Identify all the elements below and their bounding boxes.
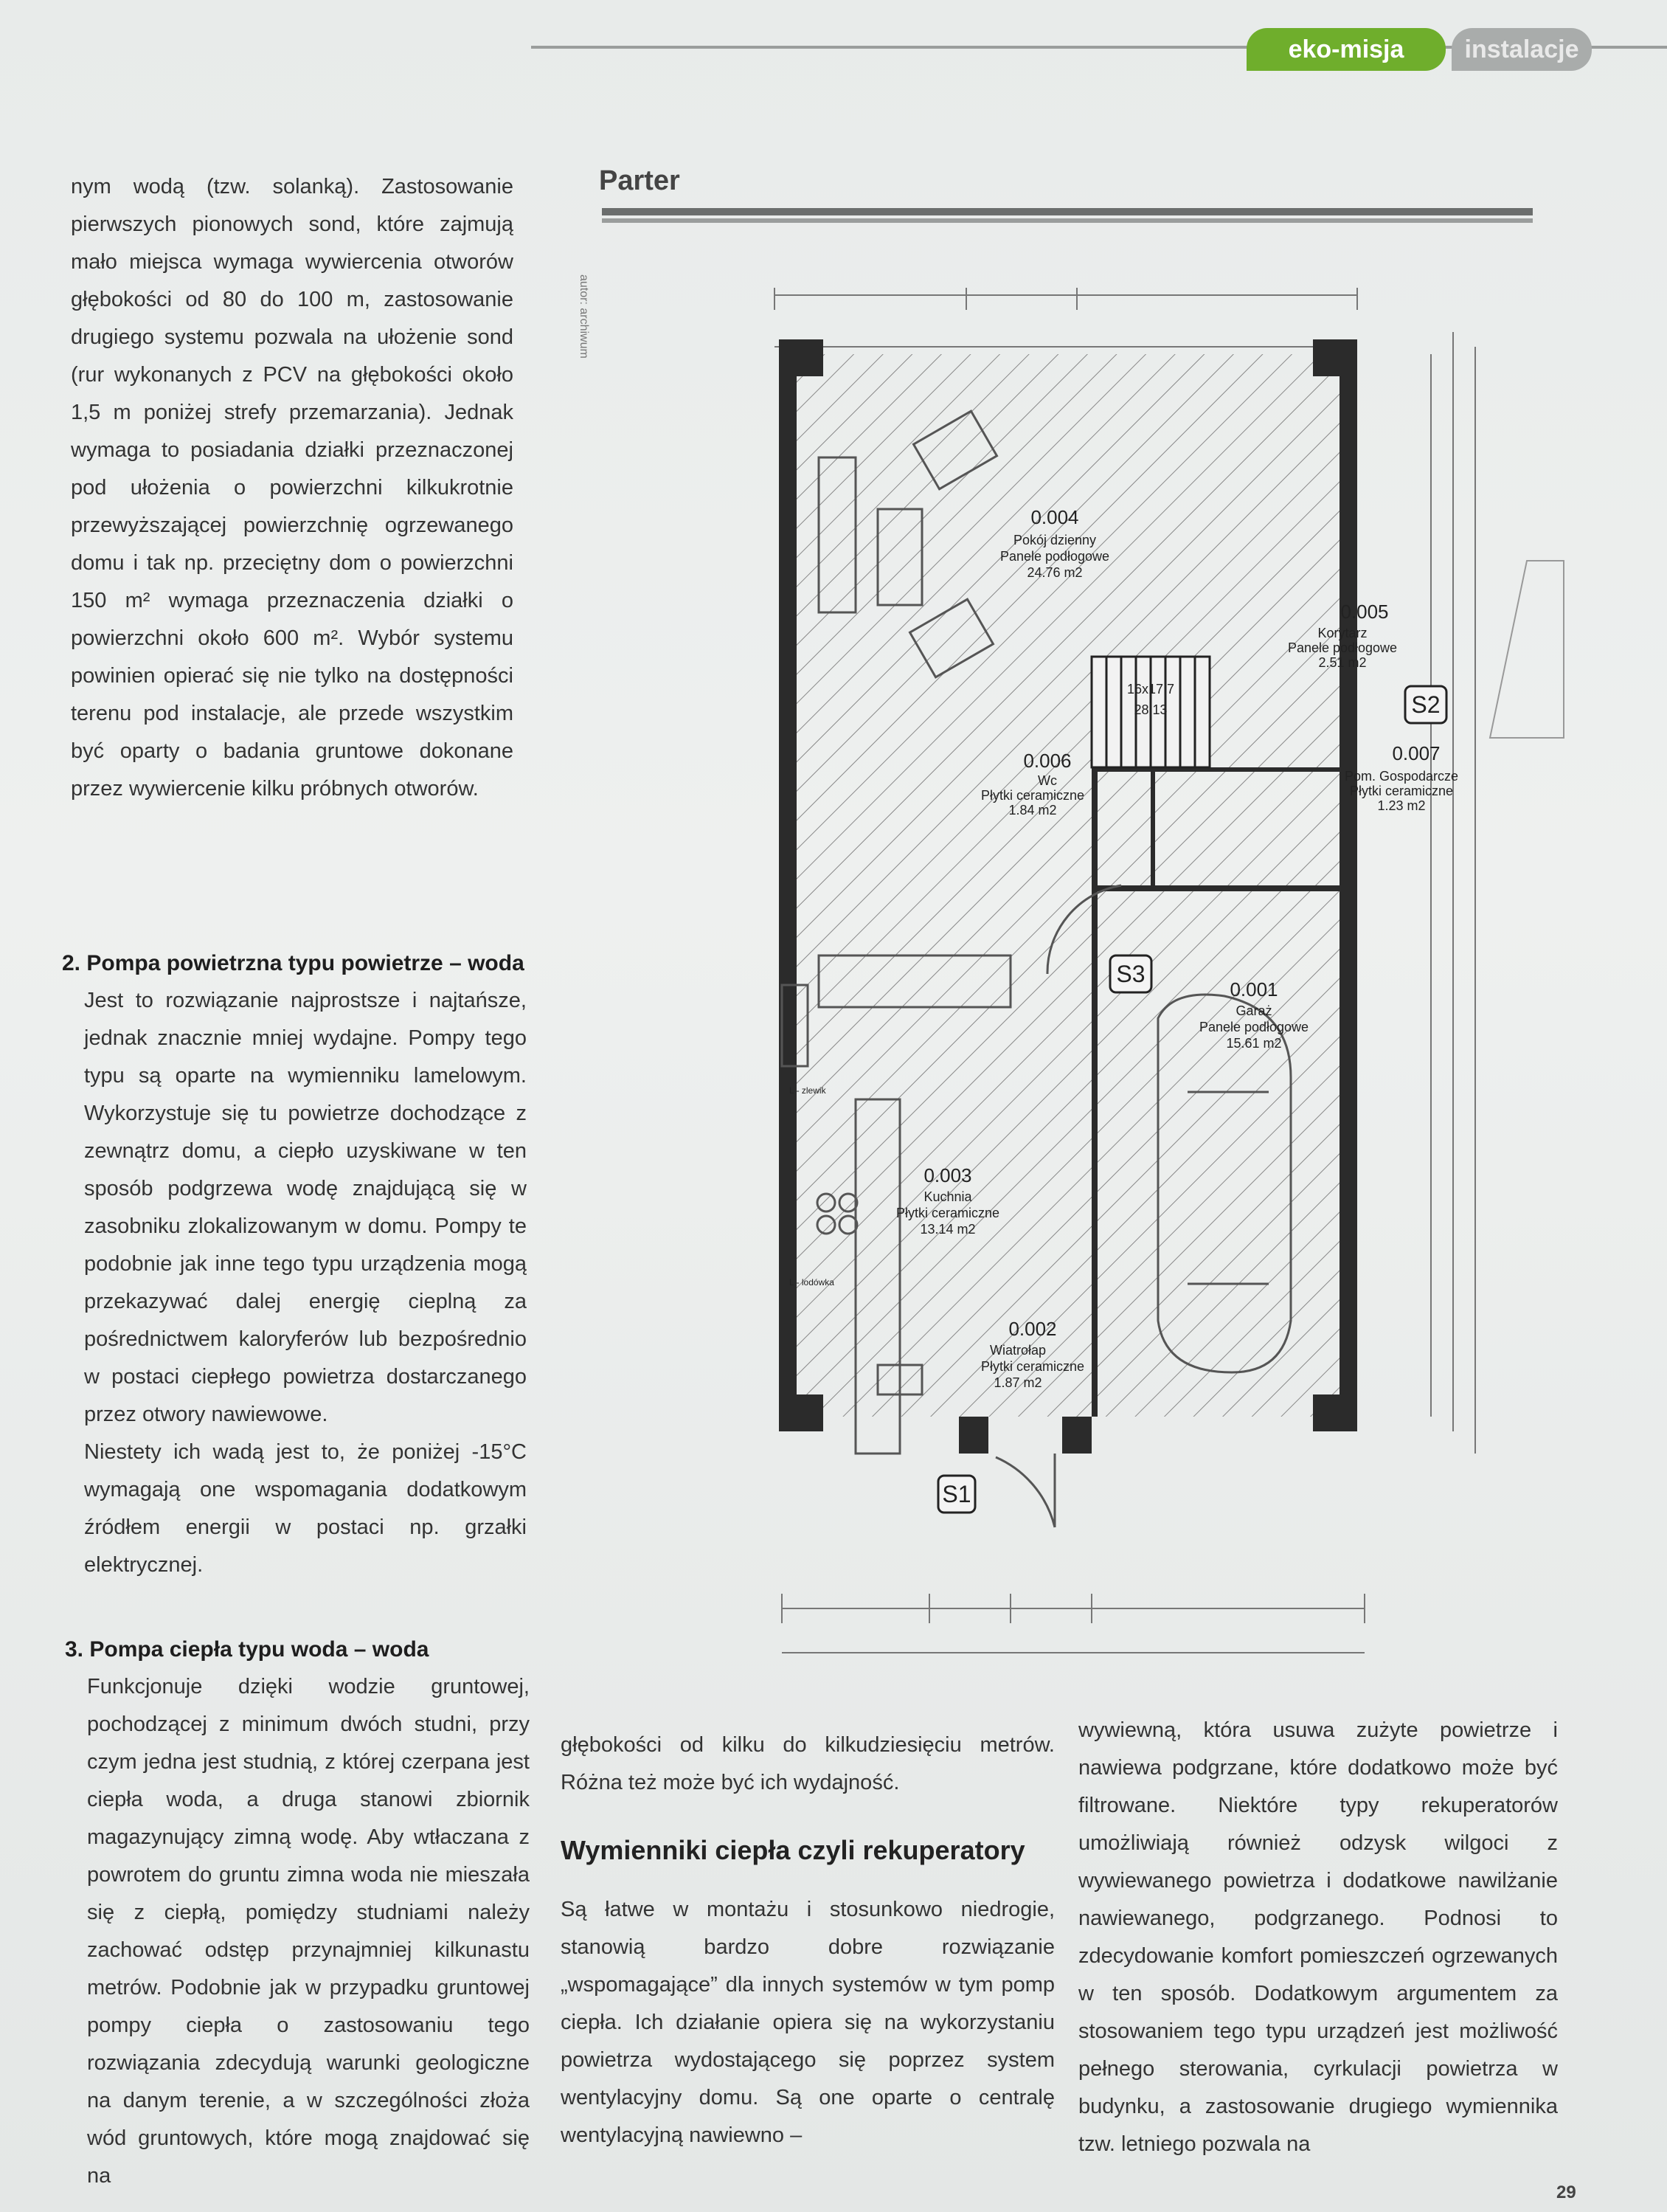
marker-s2: S2 [1411, 691, 1441, 718]
plan-title-rule-thin [602, 218, 1533, 223]
room-0.003-finish: Płytki ceramiczne [895, 1206, 1000, 1220]
room-0.002-finish: Płytki ceramiczne [980, 1359, 1085, 1374]
paragraph: głębokości od kilku do kilkudziesięciu metrów. Różna też może być ich wydajność. [561, 1733, 1055, 1794]
room-0.004-finish: Panele podłogowe [999, 549, 1110, 564]
room-0.007-area: 1.23 m2 [1377, 798, 1426, 813]
paragraph: Są łatwe w montażu i stosunkowo niedrogie, stanowią bardzo dobre rozwiązanie „wspomagające” dla innych systemów w tym pomp ciepła. Ich działanie opiera się na wykorzystaniu powietrza wydostającego się poprzez system wentylacyjny domu. Są one oparte o centralę wentylacyjną nawiewno – [561, 1898, 1055, 2147]
paragraph: Funkcjonuje dzięki wodzie gruntowej, pochodzącej z minimum dwóch studni, przy czym jedna jest studnią, z której czerpana jest ciepła woda, a druga stanowi zbiornik magazynujący zimną wodę. Aby wtłaczana z powrotem do gruntu zimna woda nie mieszała się z ciepłą, pomiędzy studniami należy zachować odstęp przynajmniej kilkunastu metrów. Podobnie jak w przypadku gruntowej pompy ciepła o zastosowaniu tego rozwiązania zdecydują warunki geologiczne na danym terenie, a w szczególności złoża wód gruntowych, które mogą znajdować się na [87, 1675, 530, 2188]
room-0.004-name: Pokój dzienny [1013, 533, 1097, 547]
image-credit: autor: archiwum [578, 274, 590, 359]
room-0.001-finish: Panele podłogowe [1199, 1020, 1309, 1034]
marker-s3: S3 [1116, 961, 1146, 987]
heading-recuperators: Wymienniki ciepła czyli rekuperatory [561, 1835, 1025, 1865]
room-0.006-name: Wc [1038, 773, 1057, 788]
room-0.002-area: 1.87 m2 [994, 1375, 1042, 1390]
room-0.002-name: Wiatrołap [989, 1343, 1047, 1358]
room-0.007-name: Pom. Gospodarcze [1344, 769, 1459, 784]
paragraph: nym wodą (tzw. solanką). Zastosowanie pierwszych pionowych sond, które zajmują mało miejsca wymaga wywiercenia otworów głębokości od 80 do 100 m, zastosowanie drugiego systemu pozwala na ułożenie sond (rur wykonanych z PCV na głębokości około 1,5 m poniżej strefy przemarzania). Jednak wymaga to posiadania działki przeznaczonej pod ułożenia o powierzchni kilkukrotnie przewyższającej powierzchnię ogrzewanego domu i tak np. przeciętny dom o powierzchni 150 m² wymaga przeznaczenia działki o powierzchni około 600 m². Wybór systemu powinien opierać się nie tylko na dostępności terenu pod instalacje, ale przede wszystkim być oparty o badania gruntowe dokonane przez wywiercenie kilku próbnych otworów. [71, 175, 513, 801]
plan-title: Parter [599, 165, 680, 196]
heading-air-water: 2. Pompa powietrzna typu powietrze – woda [62, 951, 524, 975]
paragraph: Niestety ich wadą jest to, że poniżej -15°C wymagają one wspomagania dodatkowym źródłem energii w postaci np. grzałki elektrycznej. [84, 1440, 527, 1577]
room-0.003-name: Kuchnia [923, 1189, 972, 1204]
page-number: 29 [1556, 2182, 1576, 2202]
room-0.006-area: 1.84 m2 [1008, 803, 1057, 818]
paragraph: wywiewną, która usuwa zużyte powietrze i nawiewa podgrzane, które dodatkowo może być filtrowane. Niektóre typy rekuperatorów umożliwiają również odzysk wilgoci z wywiewanego powietrza i dodatkowe nawilżanie nawiewanego, podgrzanego. Podnosi to zdecydowanie komfort pomieszczeń ogrzewanych w ten sposób. Dodatkowym argumentem za stosowaniem tego typu urządzeń jest możliwość pełnego sterowania, cyrkulacji powietrza w budynku, a zastosowanie drugiego wymiennika tzw. letniego pozwala na [1078, 1718, 1558, 2156]
room-0.007-id: 0.007 [1392, 742, 1441, 764]
section-tag[interactable]: eko-misja [1247, 28, 1446, 71]
room-0.003-id: 0.003 [923, 1164, 972, 1186]
right-column [1078, 1712, 1558, 2163]
room-0.004-area: 24.76 m2 [1027, 565, 1083, 580]
stairs-label: 16x17,7 [1126, 682, 1175, 697]
left-column-top [71, 168, 513, 808]
room-0.004-id: 0.004 [1030, 506, 1079, 528]
room-0.005-name: Korytarz [1317, 626, 1368, 640]
room-0.001-id: 0.001 [1230, 978, 1278, 1000]
room-0.007-finish: Płytki ceramiczne [1349, 784, 1454, 798]
left-column-bottom [65, 1631, 530, 2195]
left-column-middle [62, 944, 527, 1584]
room-0.003-area: 13.14 m2 [920, 1222, 976, 1237]
plan-title-rule [602, 208, 1533, 215]
room-0.006-finish: Płytki ceramiczne [980, 788, 1085, 803]
marker-s1: S1 [942, 1481, 971, 1507]
kitchen-label-sink: L - zlewik [789, 1085, 826, 1096]
heading-water-water: 3. Pompa ciepła typu woda – woda [65, 1637, 429, 1662]
room-0.005-area: 2.51 m2 [1318, 655, 1367, 670]
room-0.001-area: 15.61 m2 [1226, 1036, 1282, 1051]
room-0.001-name: Garaż [1235, 1003, 1272, 1018]
room-0.005-finish: Panele podłogowe [1287, 640, 1398, 655]
room-0.006-id: 0.006 [1023, 750, 1072, 772]
kitchen-label-fridge: L - lodówka [789, 1277, 834, 1288]
room-0.002-id: 0.002 [1008, 1318, 1057, 1340]
paragraph: Jest to rozwiązanie najprostsze i najtańsze, jednak znacznie mniej wydajne. Pompy tego typu są oparte na wymienniku lamelowym. Wykorzystuje się tu powietrze dochodzące z zewnątrz domu, a ciepło uzyskiwane w ten sposób podgrzewa wodę znajdującą się w zasobniku zlokalizowanym w domu. Pompy te podobnie jak inne tego typu urządzenia mogą przekazywać dalej energię cieplną za pośrednictwem kaloryferów lub bezpośrednio w postaci ciepłego powietrza dostarczanego przez otwory nawiewowe. [84, 989, 527, 1426]
middle-column [561, 1727, 1055, 2154]
secondary-tag[interactable]: instalacje [1452, 28, 1592, 71]
floor-plan [708, 266, 1593, 1682]
room-0.005-id: 0.005 [1340, 601, 1389, 623]
stairs-label-2: 28,13 [1134, 702, 1168, 717]
